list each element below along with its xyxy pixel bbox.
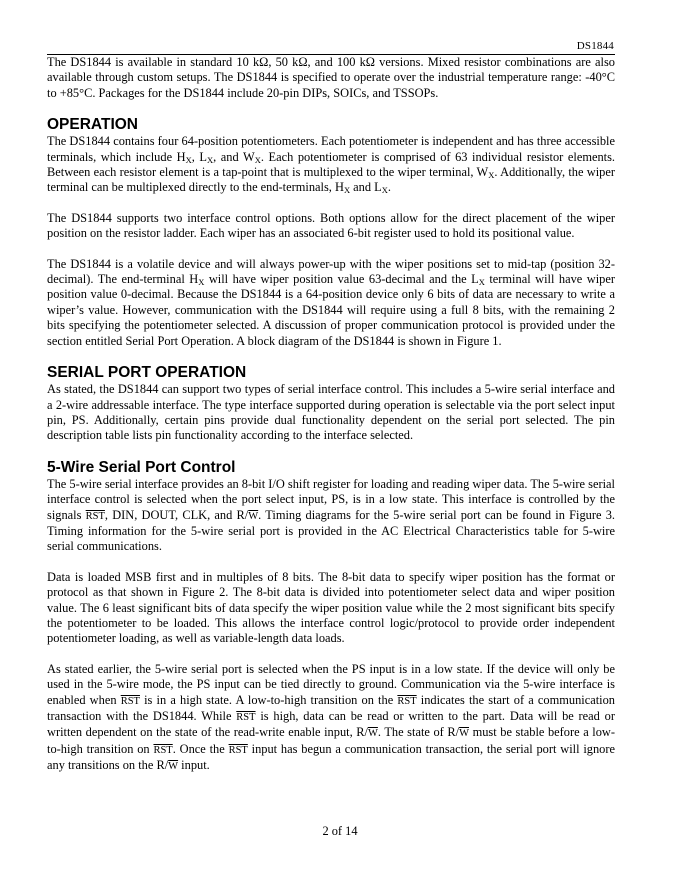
operation-paragraph-1: The DS1844 contains four 64-position potentiometers. Each potentiometer is independent and has three accessible terminals, which include $H_X$, $L_X$, and $W_X$. Each potentiometer is comprised of 63 individual resistor elements. Between each resistor element is a tap-point that is multiplexed to the wiper terminal, $W_X$. Additionally, the wiper terminal can be multiplexed directly to the end-terminals, $H_X$ and $L_X$. <box>47 134 616 196</box>
operation-paragraph-3: The DS1844 is a volatile device and will always power-up with the wiper positions set to mid-tap (position 32-decimal). The end-terminal $H_X$ will have wiper position value 63-decimal and the $L_X$ terminal will have wiper position value 0-decimal. Because the DS1844 is a 64-position device only 6 bits of data are necessary to write a wiper’s value. However, communication with the DS1844 will require using a full 8 bits, with the remaining 2 bits specifying the potentiometer selected. A discussion of proper communication protocol is provided under the section entitled Serial Port Operation. A block diagram of the DS1844 is shown in Figure 1. <box>47 256 615 348</box>
page-number: 2 of 14 <box>322 824 358 838</box>
section-heading-serial-port-operation: SERIAL PORT OPERATION <box>47 364 247 382</box>
rst-signal: $\overline{RST}$ <box>85 510 105 522</box>
section-heading-5-wire: 5-Wire Serial Port Control <box>47 458 236 476</box>
page-header-part-number: DS1844 <box>576 40 614 52</box>
operation-paragraph-2: The DS1844 supports two interface control options. Both options allow for the direct placement of the wiper position on the resistor ladder. Each wiper has an associated 6-bit register used to hold its positional value. <box>47 210 615 241</box>
serial-port-paragraph-1: As stated, the DS1844 can support two types of serial interface control. This includes a 5-wire serial interface and a 2-wire addressable interface. The type interface supported during operation is selectable via the port select input pin, PS. Additionally, certain pins provide dual functionality dependent on the serial port selected. The pin description table lists pin functionality according to the interface selected. <box>47 382 615 443</box>
section-heading-operation: OPERATION <box>47 116 138 134</box>
five-wire-paragraph-1: The 5-wire serial interface provides an 8-bit I/O shift register for loading and reading wiper data. The 5-wire serial interface control is selected when the port select input, PS, is in a low state. This interface is controlled by the signals $\overline{RST}$, DIN, DOUT, CLK, and $R/\overline{W}$. Timing diagrams for the 5-wire serial port can be found in Figure 3. Timing information for the 5-wire serial port is provided in the AC Electrical Characteristics table for 5-wire serial communications. <box>47 476 615 554</box>
document-body <box>47 55 615 775</box>
five-wire-paragraph-3: As stated earlier, the 5-wire serial port is selected when the PS input is in a low state. If the device will only be used in the 5-wire mode, the PS input can be tied directly to ground. Communication via the 5-wire interface is enabled when $\overline{RST}$ is in a high state. A low-to-high transition on the $\overline{RST}$ indicates the start of a communication transaction with the DS1844. While $\overline{RST}$ is high, data can be read or written to the part. Data will be read or written dependent on the state of the read-write enable input, $R/\overline{W}$. The state of $R/\overline{W}$ must be stable before a low-to-high transition on $\overline{RST}$. Once the $\overline{RST}$ input has begun a communication transaction, the serial port will ignore any transitions on the $R/\overline{W}$ input. <box>47 661 616 773</box>
five-wire-paragraph-2: Data is loaded MSB first and in multiples of 8 bits. The 8-bit data to specify wiper position has the format or protocol as that shown in Figure 2. The 8-bit data is divided into potentiometer select data and wiper position value. The 6 least significant bits of data specify the wiper position value while the 2 most significant bits specify the potentiometer to be loaded. This allows the interface control logic/protocol to provide order independent potentiometer loading, as well as variable-length data loads. <box>47 569 615 646</box>
intro-paragraph: The DS1844 is available in standard 10 kΩ, 50 kΩ, and 100 kΩ versions. Mixed resistor combinations are also available through custom setups. The DS1844 is specified to operate over the industrial temperature range: -40°C to +85°C. Packages for the DS1844 include 20-pin DIPs, SOICs, and TSSOPs. <box>47 55 615 100</box>
w-signal: $\overline{W}$ <box>248 510 259 522</box>
